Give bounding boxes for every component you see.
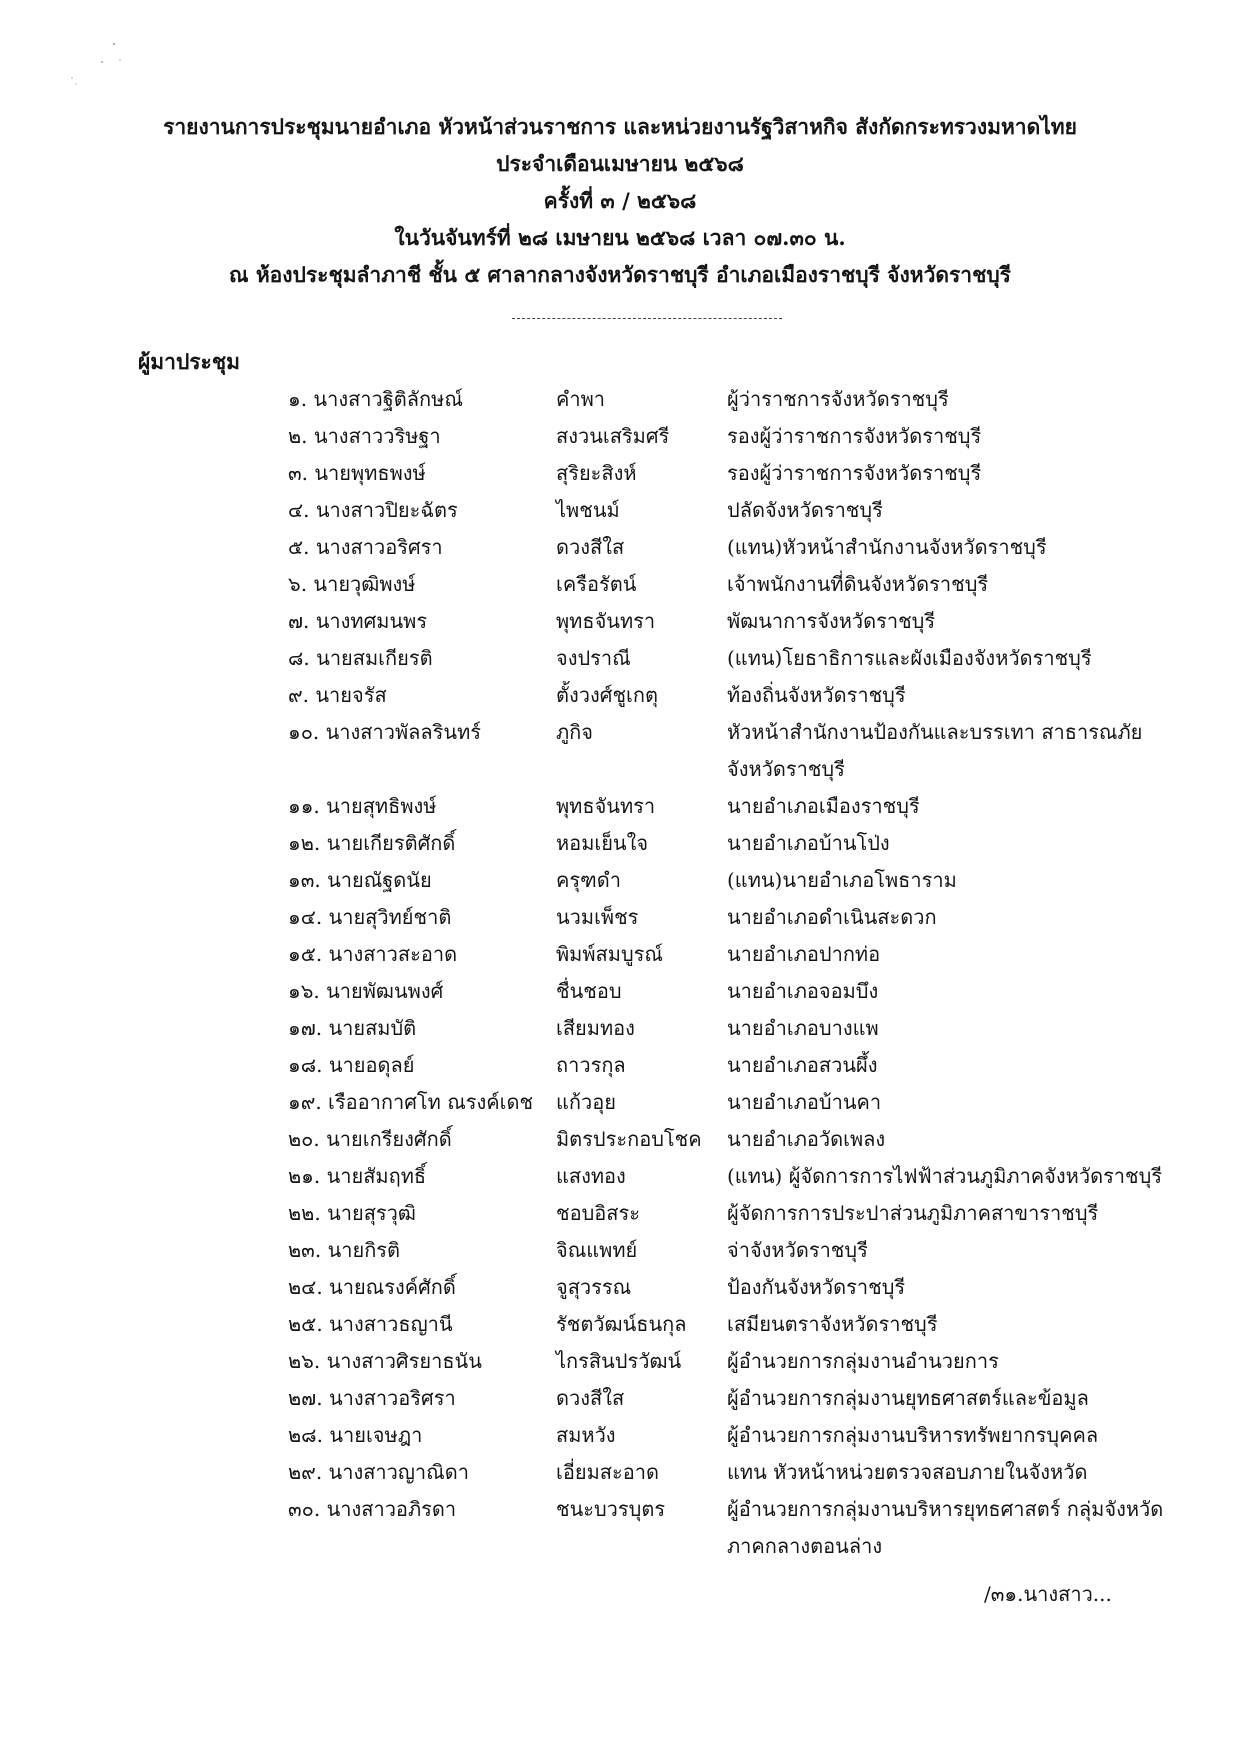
attendee-surname: ชอบอิสระ <box>556 1201 640 1225</box>
attendee-surname: พิมพ์สมบูรณ์ <box>556 942 663 966</box>
attendee-name: ๒๓. นายกิรติ <box>288 1238 401 1262</box>
attendee-row <box>0 566 1240 603</box>
attendee-row <box>0 640 1240 677</box>
attendee-row <box>0 603 1240 640</box>
attendee-row <box>0 1417 1240 1454</box>
meeting-venue: ณ ห้องประชุมลำภาชี ชั้น ๕ ศาลากลางจังหวัดราชบุรี อำเภอเมืองราชบุรี จังหวัดราชบุรี <box>229 262 1011 287</box>
attendee-row <box>0 825 1240 862</box>
attendee-surname: ชนะบวรบุตร <box>556 1497 666 1521</box>
attendee-row <box>0 455 1240 492</box>
attendee-surname: เสียมทอง <box>556 1016 635 1040</box>
attendee-name: ๑. นางสาวฐิติลักษณ์ <box>288 387 463 411</box>
attendee-position: หัวหน้าสำนักงานป้องกันและบรรเทา สาธารณภัยจังหวัดราชบุรี <box>727 720 1143 781</box>
attendee-position: นายอำเภอจอมบึง <box>727 979 879 1003</box>
attendee-name: ๑๒. นายเกียรติศักดิ์ <box>288 831 456 855</box>
attendee-position: รองผู้ว่าราชการจังหวัดราชบุรี <box>727 424 982 448</box>
attendee-surname: แก้วอุย <box>556 1090 616 1114</box>
attendee-name: ๘. นายสมเกียรติ <box>288 646 433 670</box>
attendee-surname: รัชตวัฒน์ธนกุล <box>556 1312 687 1336</box>
attendee-name: ๒. นางสาววริษฐา <box>288 424 441 448</box>
attendee-surname: สงวนเสริมศรี <box>556 424 670 448</box>
attendee-surname: สุริยะสิงห์ <box>556 461 637 485</box>
header-divider <box>512 318 782 319</box>
attendee-name: ๑๓. นายณัฐดนัย <box>288 868 432 892</box>
attendee-row <box>0 529 1240 566</box>
attendee-position: ท้องถิ่นจังหวัดราชบุรี <box>727 683 906 707</box>
attendee-name: ๒๘. นายเจษฎา <box>288 1423 423 1447</box>
attendee-name: ๙. นายจรัส <box>288 683 387 707</box>
attendee-position: นายอำเภอเมืองราชบุรี <box>727 794 920 818</box>
attendee-name: ๒๒. นายสุรวุฒิ <box>288 1201 416 1225</box>
scan-speck-marks <box>62 40 132 90</box>
attendee-position: เจ้าพนักงานที่ดินจังหวัดราชบุรี <box>727 572 989 596</box>
attendee-surname: แสงทอง <box>556 1164 626 1188</box>
attendee-surname: ดวงสีใส <box>556 1386 625 1410</box>
attendee-position: ผู้อำนวยการกลุ่มงานบริหารทรัพยากรบุคคล <box>727 1423 1099 1447</box>
attendee-row <box>0 1047 1240 1084</box>
attendee-row <box>0 1380 1240 1417</box>
attendee-row <box>0 1084 1240 1121</box>
attendee-surname: ดวงสีใส <box>556 535 625 559</box>
attendee-position: (แทน)นายอำเภอโพธาราม <box>727 868 957 892</box>
attendee-row <box>0 1269 1240 1306</box>
attendee-name: ๒๑. นายสัมฤทธิ์ <box>288 1164 427 1188</box>
section-title-attendees: ผู้มาประชุม <box>138 349 240 374</box>
attendee-row <box>0 677 1240 714</box>
attendee-row <box>0 973 1240 1010</box>
attendee-position: ผู้จัดการการประปาส่วนภูมิภาคสาขาราชบุรี <box>727 1201 1099 1225</box>
attendee-row <box>0 418 1240 455</box>
attendee-name: ๑๘. นายอดุลย์ <box>288 1053 415 1077</box>
attendee-position: แทน หัวหน้าหน่วยตรวจสอบภายในจังหวัด <box>727 1460 1088 1484</box>
attendee-name: ๑๕. นางสาวสะอาด <box>288 942 458 966</box>
report-month: ประจำเดือนเมษายน ๒๕๖๘ <box>496 151 744 176</box>
attendee-position: ปลัดจังหวัดราชบุรี <box>727 498 883 522</box>
meeting-number: ครั้งที่ ๓ / ๒๕๖๘ <box>543 188 697 213</box>
attendee-position: นายอำเภอบ้านโป่ง <box>727 831 890 855</box>
attendee-position: รองผู้ว่าราชการจังหวัดราชบุรี <box>727 461 982 485</box>
attendee-position: ผู้ว่าราชการจังหวัดราชบุรี <box>727 387 949 411</box>
attendee-row <box>0 936 1240 973</box>
attendee-name: ๕. นางสาวอริศรา <box>288 535 443 559</box>
attendee-row <box>0 1491 1240 1565</box>
attendee-name: ๖. นายวุฒิพงษ์ <box>288 572 416 596</box>
meeting-date-time: ในวันจันทร์ที่ ๒๘ เมษายน ๒๕๖๘ เวลา ๐๗.๓๐ น. <box>394 225 846 250</box>
attendee-name: ๑๙. เรืออากาศโท ณรงค์เดช <box>288 1090 534 1114</box>
attendee-surname: ไกรสินปรวัฒน์ <box>556 1349 682 1373</box>
attendee-surname: หอมเย็นใจ <box>556 831 649 855</box>
attendee-name: ๒๔. นายณรงค์ศักดิ์ <box>288 1275 456 1299</box>
attendee-row <box>0 1232 1240 1269</box>
attendee-row <box>0 1010 1240 1047</box>
attendee-surname: มิตรประกอบโชค <box>556 1127 702 1151</box>
attendee-surname: ครุฑดำ <box>556 868 621 892</box>
attendee-row <box>0 714 1240 788</box>
attendee-position: ผู้อำนวยการกลุ่มงานอำนวยการ <box>727 1349 999 1373</box>
document-header <box>0 108 1240 293</box>
attendee-name: ๒๐. นายเกรียงศักดิ์ <box>288 1127 452 1151</box>
attendee-position: ป้องกันจังหวัดราชบุรี <box>727 1275 906 1299</box>
attendee-row <box>0 1195 1240 1232</box>
attendee-position: (แทน) ผู้จัดการการไฟฟ้าส่วนภูมิภาคจังหวัดราชบุรี <box>727 1164 1163 1188</box>
attendee-surname: คำพา <box>556 387 606 411</box>
report-title: รายงานการประชุมนายอำเภอ หัวหน้าส่วนราชการ และหน่วยงานรัฐวิสาหกิจ สังกัดกระทรวงมหาดไทย <box>163 114 1077 139</box>
attendee-row <box>0 1306 1240 1343</box>
attendee-name: ๑๔. นายสุวิทย์ชาติ <box>288 905 452 929</box>
attendee-position: นายอำเภอบ้านคา <box>727 1090 882 1114</box>
attendee-surname: ถาวรกุล <box>556 1053 626 1077</box>
attendee-row <box>0 899 1240 936</box>
attendee-surname: ชื่นชอบ <box>556 979 622 1003</box>
attendee-surname: จิณแพทย์ <box>556 1238 638 1262</box>
attendee-name: ๒๙. นางสาวญาณิดา <box>288 1460 469 1484</box>
attendee-name: ๒๕. นางสาวธญานี <box>288 1312 453 1336</box>
attendee-row <box>0 492 1240 529</box>
attendee-row <box>0 862 1240 899</box>
attendee-name: ๗. นางทศมนพร <box>288 609 428 633</box>
attendee-position: นายอำเภอบางแพ <box>727 1016 879 1040</box>
continuation-note: /๓๑.นางสาว... <box>984 1582 1112 1606</box>
attendee-position: เสมียนตราจังหวัดราชบุรี <box>727 1312 938 1336</box>
attendee-name: ๔. นางสาวปิยะฉัตร <box>288 498 458 522</box>
attendee-position: นายอำเภอดำเนินสะดวก <box>727 905 937 929</box>
attendee-name: ๑๖. นายพัฒนพงศ์ <box>288 979 444 1003</box>
attendee-position: พัฒนาการจังหวัดราชบุรี <box>727 609 936 633</box>
attendee-surname: ภูกิจ <box>556 720 594 744</box>
attendee-name: ๓. นายพุทธพงษ์ <box>288 461 426 485</box>
attendee-surname: เครือรัตน์ <box>556 572 637 596</box>
attendee-name: ๒๖. นางสาวศิรยาธนัน <box>288 1349 482 1373</box>
attendee-position: (แทน)โยธาธิการและผังเมืองจังหวัดราชบุรี <box>727 646 1092 670</box>
attendee-surname: สมหวัง <box>556 1423 616 1447</box>
attendee-surname: พุทธจันทรา <box>556 609 656 633</box>
attendee-surname: ตั้งวงศ์ชูเกตุ <box>556 683 658 707</box>
attendee-name: ๑๑. นายสุทธิพงษ์ <box>288 794 437 818</box>
attendee-position: ผู้อำนวยการกลุ่มงานบริหารยุทธศาสตร์ กลุ่มจังหวัดภาคกลางตอนล่าง <box>727 1497 1164 1558</box>
attendee-position: จ่าจังหวัดราชบุรี <box>727 1238 868 1262</box>
attendee-surname: เอี่ยมสะอาด <box>556 1460 659 1484</box>
attendee-name: ๓๐. นางสาวอภิรดา <box>288 1497 457 1521</box>
attendee-position: นายอำเภอสวนผึ้ง <box>727 1053 878 1077</box>
attendee-surname: นวมเพ็ชร <box>556 905 639 929</box>
attendee-name: ๑๗. นายสมบัติ <box>288 1016 417 1040</box>
attendee-position: นายอำเภอปากท่อ <box>727 942 881 966</box>
attendee-surname: พุทธจันทรา <box>556 794 656 818</box>
attendee-name: ๑๐. นางสาวพัลลรินทร์ <box>288 720 481 744</box>
attendee-surname: ไพชนม์ <box>556 498 620 522</box>
attendee-position: นายอำเภอวัดเพลง <box>727 1127 886 1151</box>
attendee-surname: จงปราณี <box>556 646 631 670</box>
attendee-row <box>0 788 1240 825</box>
attendee-row <box>0 381 1240 418</box>
attendee-row <box>0 1343 1240 1380</box>
attendee-list <box>0 381 1240 1565</box>
attendee-position: (แทน)หัวหน้าสำนักงานจังหวัดราชบุรี <box>727 535 1047 559</box>
attendee-row <box>0 1121 1240 1158</box>
attendee-row <box>0 1158 1240 1195</box>
attendee-row <box>0 1454 1240 1491</box>
attendee-surname: จูสุวรรณ <box>556 1275 632 1299</box>
attendee-name: ๒๗. นางสาวอริศรา <box>288 1386 456 1410</box>
attendee-position: ผู้อำนวยการกลุ่มงานยุทธศาสตร์และข้อมูล <box>727 1386 1089 1410</box>
